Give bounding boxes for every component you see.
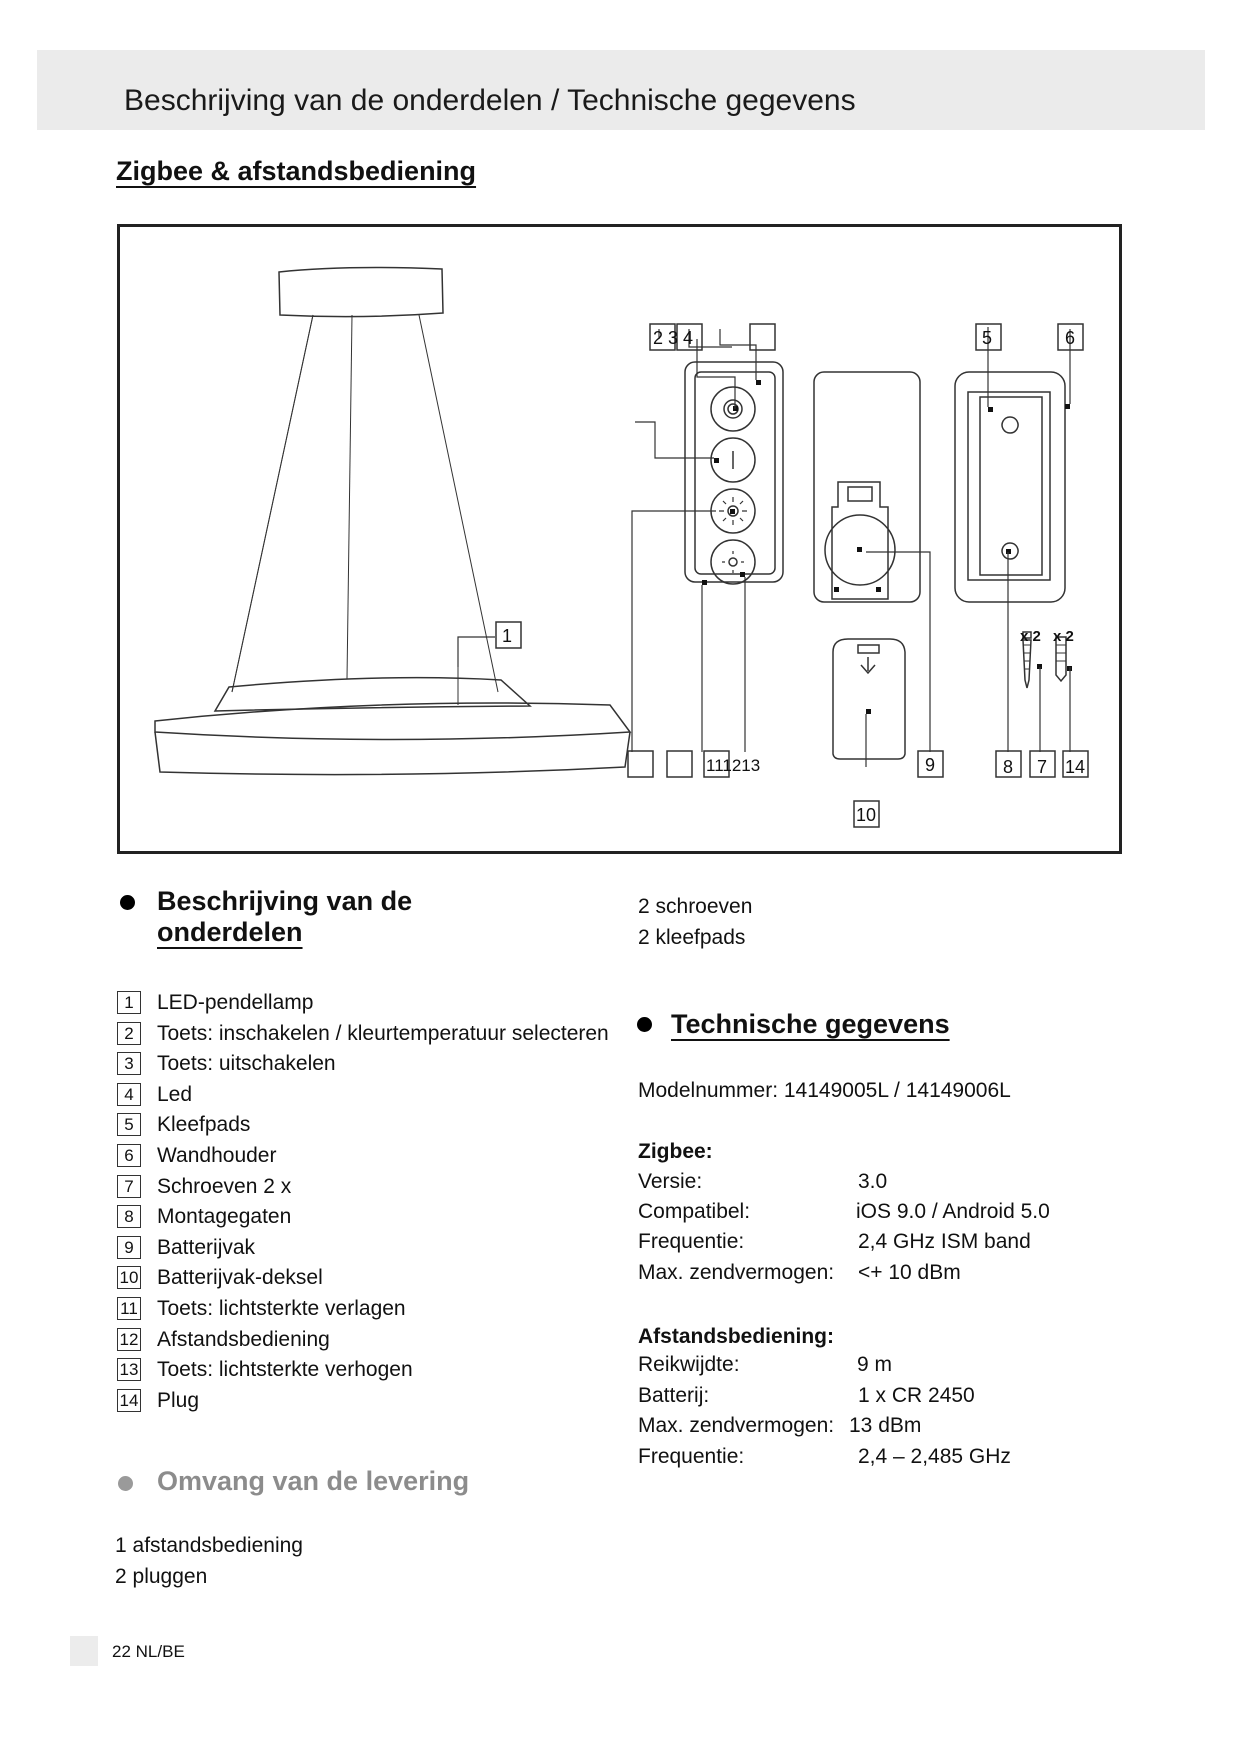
bullet-icon: [118, 1476, 133, 1491]
spec-value: 2,4 – 2,485 GHz: [858, 1445, 1011, 1468]
parts-heading-line2: onderdelen: [157, 917, 303, 947]
spec-label: Batterij:: [638, 1384, 710, 1407]
battery-cover-drawing: [833, 639, 905, 759]
parts-diagram: [117, 224, 1122, 854]
spec-label: Max. zendvermogen:: [638, 1261, 835, 1284]
spec-label: Compatibel:: [638, 1200, 751, 1223]
parts-list-item: 10 Batterijvak-deksel: [117, 1263, 609, 1294]
spec-value: 3.0: [858, 1170, 888, 1193]
spec-label: Max. zendvermogen:: [638, 1414, 835, 1437]
delivery-item: 2 kleefpads: [638, 926, 746, 949]
model-number: Modelnummer: 14149005L / 14149006L: [638, 1079, 1011, 1102]
callout-14: 14: [1065, 757, 1086, 777]
remote-front-drawing: [685, 362, 783, 585]
parts-list-item: 8 Montagegaten: [117, 1202, 609, 1233]
delivery-heading: Omvang van de levering: [157, 1466, 470, 1496]
wall-holder-drawing: [955, 372, 1070, 602]
parts-list-item: 6 Wandhouder: [117, 1141, 609, 1172]
parts-list-item: 11 Toets: lichtsterkte verlagen: [117, 1294, 609, 1325]
callout-9: 9: [925, 755, 936, 775]
parts-diagram-drawing: [120, 227, 1125, 857]
callout-10: 10: [856, 805, 877, 825]
lamp-drawing: [155, 268, 630, 775]
delivery-item: 1 afstandsbediening: [115, 1534, 303, 1557]
section-title: Zigbee & afstandsbediening: [116, 156, 477, 186]
parts-list-item: 7 Schroeven 2 x: [117, 1172, 609, 1203]
callout-6: 6: [1065, 328, 1076, 348]
callout-5: 5: [982, 328, 993, 348]
parts-list-item: 13 Toets: lichtsterkte verhogen: [117, 1355, 609, 1386]
screws-quantity: x 2: [1020, 628, 1041, 645]
bullet-icon: [120, 895, 135, 910]
parts-list-item: 9 Batterijvak: [117, 1233, 609, 1264]
spec-value: <+ 10 dBm: [858, 1261, 961, 1284]
parts-list-item: 14 Plug: [117, 1386, 609, 1417]
parts-list: [117, 988, 609, 1416]
spec-value: 13 dBm: [849, 1414, 922, 1437]
spec-value: 9 m: [857, 1353, 893, 1376]
leader-lines: [458, 327, 1070, 767]
spec-label: Reikwijdte:: [638, 1353, 740, 1376]
spec-value: 1 x CR 2450: [858, 1384, 975, 1407]
plugs-quantity: x 2: [1053, 628, 1074, 645]
spec-value: iOS 9.0 / Android 5.0: [856, 1200, 1050, 1223]
specs-heading: Technische gegevens: [671, 1009, 950, 1039]
callout-7: 7: [1037, 757, 1048, 777]
page-title: Beschrijving van de onderdelen / Technische gegevens: [124, 84, 856, 117]
bullet-icon: [637, 1017, 652, 1032]
parts-list-item: 3 Toets: uitschakelen: [117, 1049, 609, 1080]
remote-title: Afstandsbediening:: [638, 1325, 835, 1348]
spec-label: Versie:: [638, 1170, 703, 1193]
callout-1: 1: [502, 626, 513, 646]
parts-list-item: 4 Led: [117, 1080, 609, 1111]
footer-marker: [70, 1636, 98, 1666]
locale-label: NL/BE: [135, 1642, 185, 1661]
callout-11-12-13: 111213: [706, 756, 761, 775]
delivery-item: 2 schroeven: [638, 895, 753, 918]
callout-8: 8: [1003, 757, 1014, 777]
spec-label: Frequentie:: [638, 1230, 745, 1253]
spec-label: Frequentie:: [638, 1445, 745, 1468]
page-number: 22: [112, 1642, 131, 1661]
parts-heading-line1: Beschrijving van de: [157, 886, 413, 916]
spec-value: 2,4 GHz ISM band: [858, 1230, 1031, 1253]
parts-list-item: 12 Afstandsbediening: [117, 1325, 609, 1356]
remote-back-drawing: [814, 372, 920, 602]
callout-2-3-4: 2 3 4: [653, 328, 694, 348]
page-footer: [112, 1642, 185, 1662]
parts-list-item: 2 Toets: inschakelen / kleurtemperatuur selecteren: [117, 1019, 609, 1050]
zigbee-title: Zigbee:: [638, 1140, 713, 1163]
delivery-item: 2 pluggen: [115, 1565, 208, 1588]
parts-list-item: 5 Kleefpads: [117, 1110, 609, 1141]
parts-list-item: 1 LED-pendellamp: [117, 988, 609, 1019]
